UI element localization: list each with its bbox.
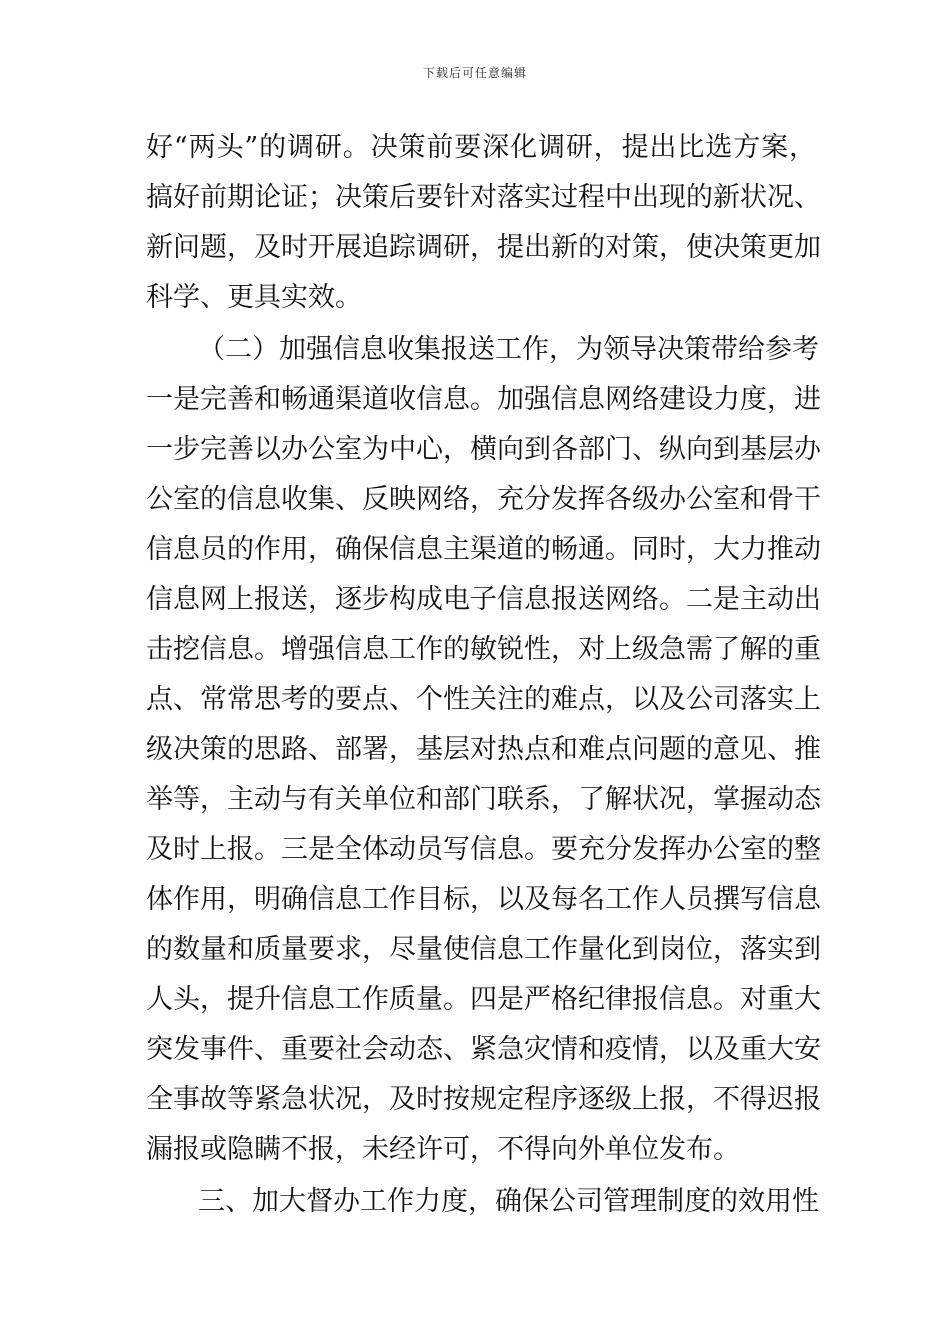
- text-line: 全事故等紧急状况，及时按规定程序逐级上报，不得迟报: [146, 1084, 821, 1115]
- text-line: 及时上报。三是全体动员写信息。要充分发挥办公室的整: [146, 834, 821, 865]
- text-line: 级决策的思路、部署，基层对热点和难点问题的意见、推: [146, 734, 821, 765]
- text-line: 好“两头”的调研。决策前要深化调研，提出比选方案，: [146, 132, 816, 163]
- text-line: 的数量和质量要求，尽量使信息工作量化到岗位，落实到: [146, 934, 821, 965]
- text-line: 点、常常思考的要点、个性关注的难点，以及公司落实上: [146, 684, 821, 715]
- section-heading: 三、加大督办工作力度，确保公司管理制度的效用性: [198, 1186, 819, 1217]
- text-line: 科学、更具实效。: [146, 282, 362, 313]
- page-header: 下载后可任意编辑: [422, 66, 527, 80]
- text-line: 人头，提升信息工作质量。四是严格纪律报信息。对重大: [146, 984, 821, 1015]
- text-line: 信息员的作用，确保信息主渠道的畅通。同时，大力推动: [146, 534, 821, 565]
- text-line: 信息网上报送，逐步构成电子信息报送网络。二是主动出: [146, 584, 821, 615]
- text-line: 新问题，及时开展追踪调研，提出新的对策，使决策更加: [146, 232, 821, 263]
- text-line: 突发事件、重要社会动态、紧急灾情和疫情，以及重大安: [146, 1034, 821, 1065]
- text-line: 举等，主动与有关单位和部门联系，了解状况，掌握动态: [146, 784, 821, 815]
- text-line: 搞好前期论证；决策后要针对落实过程中出现的新状况、: [146, 182, 821, 213]
- text-line: 击挖信息。增强信息工作的敏锐性，对上级急需了解的重: [146, 634, 821, 665]
- text-line: 公室的信息收集、反映网络，充分发挥各级办公室和骨干: [146, 484, 821, 515]
- text-line: 体作用，明确信息工作目标，以及每名工作人员撰写信息: [146, 884, 821, 915]
- section-heading: （二）加强信息收集报送工作，为领导决策带给参考: [198, 334, 819, 365]
- text-line: 漏报或隐瞒不报，未经许可，不得向外单位发布。: [146, 1134, 740, 1165]
- text-line: 一步完善以办公室为中心，横向到各部门、纵向到基层办: [146, 434, 821, 465]
- text-line: 一是完善和畅通渠道收信息。加强信息网络建设力度，进: [146, 384, 821, 415]
